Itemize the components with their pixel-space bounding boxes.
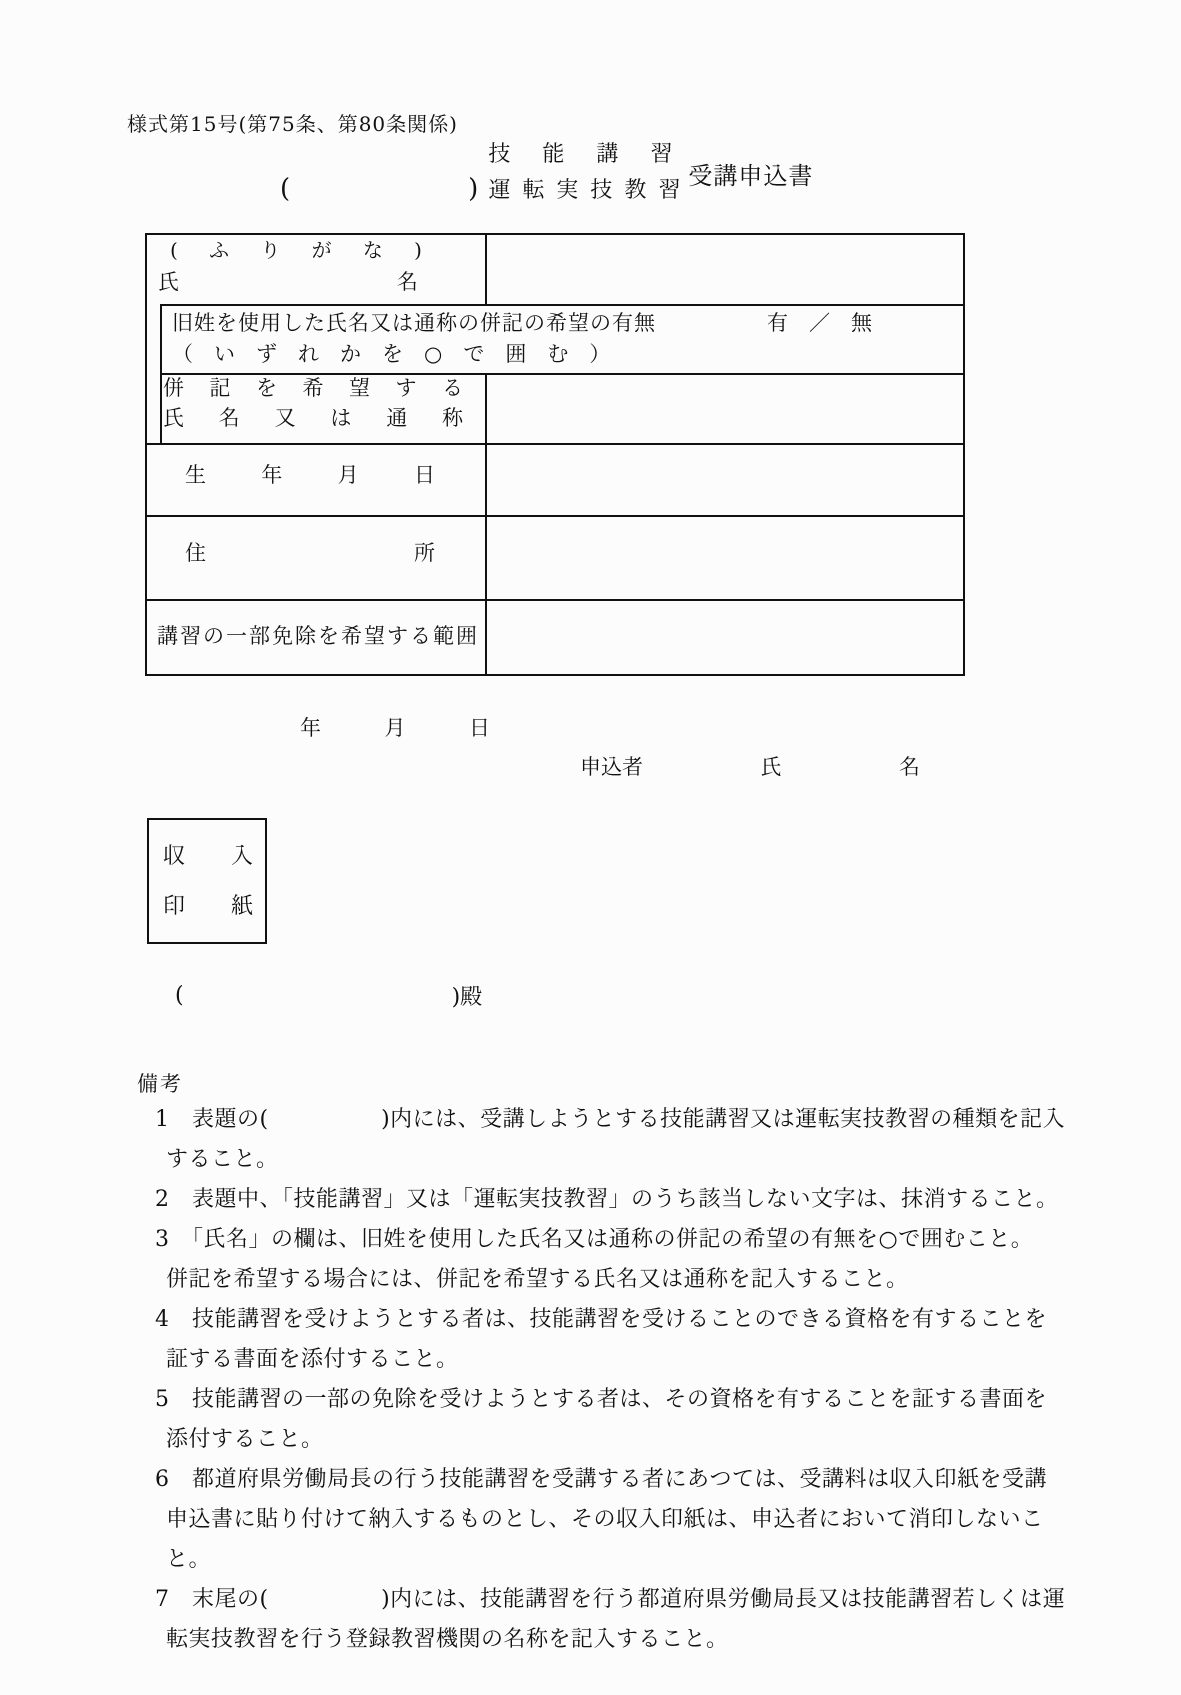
course-type-open-paren: ( bbox=[280, 174, 291, 204]
maiden-name-options bbox=[767, 307, 872, 337]
option-slash: ／ bbox=[809, 311, 830, 335]
heiki-label-line1: 併 記 を 希 望 す る bbox=[163, 376, 463, 400]
remark-line: 1 表題の( )内には、受講しようとする技能講習又は運転実技教習の種類を記入 bbox=[155, 1107, 1066, 1132]
form-number-heading: 様式第15号(第75条、第80条関係) bbox=[127, 112, 458, 136]
remarks-heading: 備考 bbox=[137, 1072, 183, 1096]
address-input-cell[interactable] bbox=[487, 517, 963, 597]
remark-line: 転実技教習を行う登録教習機関の名称を記入すること。 bbox=[166, 1627, 729, 1652]
exemption-scope-label: 講習の一部免除を希望する範囲 bbox=[157, 624, 479, 648]
remarks-list bbox=[150, 1100, 1110, 1660]
course-type-close-paren: ) bbox=[468, 174, 479, 204]
addressee-open-paren: ( bbox=[175, 983, 184, 1008]
name-label: 氏 名 bbox=[158, 270, 418, 294]
remark-line: 3 「氏名」の欄は、旧姓を使用した氏名又は通称の併記の希望の有無を○で囲むこと。 bbox=[155, 1227, 1034, 1252]
circle-instruction-label: （ い ず れ か を ○ で 囲 む ） bbox=[172, 342, 611, 366]
remark-line: 併記を希望する場合には、併記を希望する氏名又は通称を記入すること。 bbox=[166, 1267, 909, 1292]
stamp-label-line1: 収 入 bbox=[163, 844, 253, 869]
option-yes[interactable]: 有 bbox=[767, 311, 788, 335]
option-no[interactable]: 無 bbox=[851, 311, 872, 335]
course-type-blank-field[interactable] bbox=[290, 158, 468, 188]
birthdate-label: 生 年 月 日 bbox=[185, 463, 435, 487]
course-kind-ginou: 技能講習 bbox=[488, 142, 705, 167]
heiki-label-line2: 氏 名 又 は 通 称 bbox=[163, 406, 463, 430]
remark-line: と。 bbox=[166, 1547, 212, 1572]
exemption-scope-input-cell[interactable] bbox=[487, 601, 963, 674]
remark-line: 証する書面を添付すること。 bbox=[166, 1347, 459, 1372]
applicant-name-right: 名 bbox=[899, 755, 920, 779]
applicant-label: 申込者 bbox=[580, 755, 643, 779]
revenue-stamp-box bbox=[147, 818, 267, 944]
remark-line: 6 都道府県労働局長の行う技能講習を受講する者にあつては、受講料は収入印紙を受講 bbox=[155, 1467, 1047, 1492]
remark-line: 添付すること。 bbox=[166, 1427, 324, 1452]
remark-line: すること。 bbox=[166, 1147, 279, 1172]
furigana-label: ( ふ り が な ) bbox=[170, 238, 422, 262]
name-input-cell[interactable] bbox=[487, 235, 963, 303]
remark-line: 4 技能講習を受けようとする者は、技能講習を受けることのできる資格を有することを bbox=[155, 1307, 1047, 1332]
applicant-name-left: 氏 bbox=[760, 755, 782, 779]
course-kind-stack bbox=[488, 144, 704, 202]
nested-box-left-border bbox=[160, 304, 162, 445]
maiden-name-choice-row bbox=[172, 307, 872, 337]
addressee-dono: )殿 bbox=[451, 985, 483, 1010]
table-divider bbox=[160, 304, 965, 306]
form-title bbox=[280, 142, 813, 204]
addressee-line bbox=[175, 980, 482, 1011]
stamp-label-line2: 印 紙 bbox=[163, 894, 253, 919]
birthdate-input-cell[interactable] bbox=[487, 445, 963, 513]
addressee-blank-field[interactable] bbox=[184, 983, 452, 1009]
date-line: 年 月 日 bbox=[300, 716, 490, 740]
title-suffix: 受講申込書 bbox=[688, 161, 814, 190]
remark-line: 申込書に貼り付けて納入するものとし、その収入印紙は、申込者において消印しないこ bbox=[166, 1507, 1044, 1532]
heiki-name-input-cell[interactable] bbox=[487, 375, 963, 441]
remark-line: 2 表題中、「技能講習」又は「運転実技教習」のうち該当しない文字は、抹消すること。 bbox=[155, 1187, 1059, 1212]
applicant-line bbox=[580, 751, 920, 781]
maiden-name-choice-label: 旧姓を使用した氏名又は通称の併記の希望の有無 bbox=[172, 311, 656, 335]
course-kind-unten: 運転実技教習 bbox=[488, 178, 693, 203]
address-label: 住 所 bbox=[185, 541, 435, 565]
remark-line: 7 末尾の( )内には、技能講習を行う都道府県労働局長又は技能講習若しくは運 bbox=[155, 1587, 1066, 1612]
remark-line: 5 技能講習の一部の免除を受けようとする者は、その資格を有することを証する書面を bbox=[155, 1387, 1047, 1412]
